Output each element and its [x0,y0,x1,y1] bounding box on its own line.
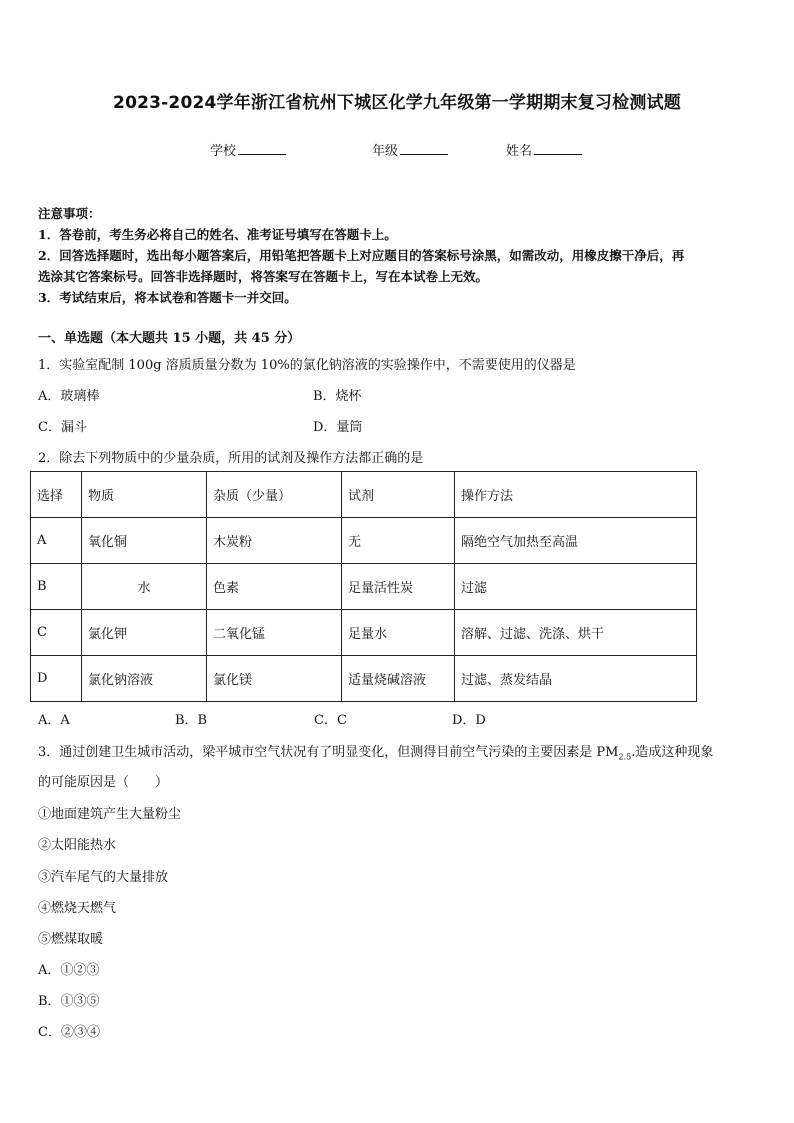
table-header-cell: 杂质（少量） [207,472,342,518]
table-cell: 溶解、过滤、洗涤、烘干 [455,610,697,656]
question-3-subscript: 2.5 [618,752,632,762]
notes-heading: 注意事项： [38,206,101,221]
table-cell: D [31,656,82,702]
table-cell: A [31,518,82,564]
table-cell: 氯化镁 [207,656,342,702]
question-2-table [30,471,697,702]
school-field [210,140,286,159]
notes-block [38,203,760,308]
notes-item-1: 1．答卷前，考生务必将自己的姓名、准考证号填写在答题卡上。 [38,227,397,242]
table-header-cell: 试剂 [342,472,455,518]
question-3-stem-line-2: 的可能原因是（ ） [38,775,169,790]
table-cell: 色素 [207,564,342,610]
q3-choice-4: ④燃烧天燃气 [38,901,117,916]
table-cell: 水 [82,564,207,610]
q1-option-c: C．漏斗 [38,420,87,435]
table-cell: 无 [342,518,455,564]
school-blank[interactable] [238,142,286,155]
grade-blank[interactable] [400,142,448,155]
table-cell: 隔绝空气加热至高温 [455,518,697,564]
q1-option-d: D．量筒 [313,420,363,435]
q3-option-a: A．①②③ [38,963,100,978]
question-3-stem-part-b: .造成这种现象 [631,745,714,760]
grade-label: 年级 [372,144,399,159]
notes-item-2b: 选涂其它答案标号。回答非选择题时，将答案写在答题卡上，写在本试卷上无效。 [38,269,489,284]
table-cell: 足量水 [342,610,455,656]
q3-choice-1: ①地面建筑产生大量粉尘 [38,807,182,822]
table-cell: 木炭粉 [207,518,342,564]
question-2-stem: 2．除去下列物质中的少量杂质，所用的试剂及操作方法都正确的是 [38,451,424,466]
table-row [31,518,697,564]
table-cell: 适量烧碱溶液 [342,656,455,702]
table-cell: 氯化钾 [82,610,207,656]
notes-item-3: 3．考试结束后，将本试卷和答题卡一并交回。 [38,290,297,305]
table-cell: C [31,610,82,656]
table-header-cell: 物质 [82,472,207,518]
question-1-stem: 1．实验室配制 100g 溶质质量分数为 10%的氯化钠溶液的实验操作中，不需要使用的仪器是 [38,358,576,373]
table-row [31,564,697,610]
table-cell: 二氧化锰 [207,610,342,656]
table-row [31,656,697,702]
table-header-row [31,472,697,518]
table-cell: B [31,564,82,610]
name-blank[interactable] [534,142,582,155]
table-row [31,610,697,656]
q3-choice-2: ②太阳能热水 [38,838,117,853]
table-cell: 氯化钠溶液 [82,656,207,702]
grade-field [372,140,448,159]
name-field [506,140,582,159]
q2-option-d: D．D [452,713,486,728]
question-3-stem [38,741,713,762]
q2-option-b: B．B [175,713,208,728]
q3-choice-5: ⑤燃煤取暖 [38,932,104,947]
q1-option-b: B．烧杯 [313,389,362,404]
page-title: 2023-2024学年浙江省杭州下城区化学九年级第一学期期末复习检测试题 [113,93,681,113]
section-heading: 一、单选题（本大题共 15 小题，共 45 分） [38,331,301,346]
school-label: 学校 [210,144,237,159]
table-header-cell: 选择 [31,472,82,518]
question-3-stem-part-a: 3．通过创建卫生城市活动，梁平城市空气状况有了明显变化，但测得目前空气污染的主要因素是 PM [38,745,619,760]
q2-option-c: C．C [314,713,347,728]
q2-option-a: A．A [38,713,70,728]
table-cell: 氧化铜 [82,518,207,564]
q3-option-c: C．②③④ [38,1025,100,1040]
q1-option-a: A．玻璃棒 [38,389,100,404]
table-cell: 足量活性炭 [342,564,455,610]
notes-item-2a: 2．回答选择题时，选出每小题答案后，用铅笔把答题卡上对应题目的答案标号涂黑，如需改动，用橡皮擦干净后，再 [38,248,685,263]
table-cell: 过滤 [455,564,697,610]
q3-option-b: B．①③⑤ [38,994,100,1009]
table-header-cell: 操作方法 [455,472,697,518]
name-label: 姓名 [506,144,533,159]
q3-choice-3: ③汽车尾气的大量排放 [38,870,169,885]
table-cell: 过滤、蒸发结晶 [455,656,697,702]
